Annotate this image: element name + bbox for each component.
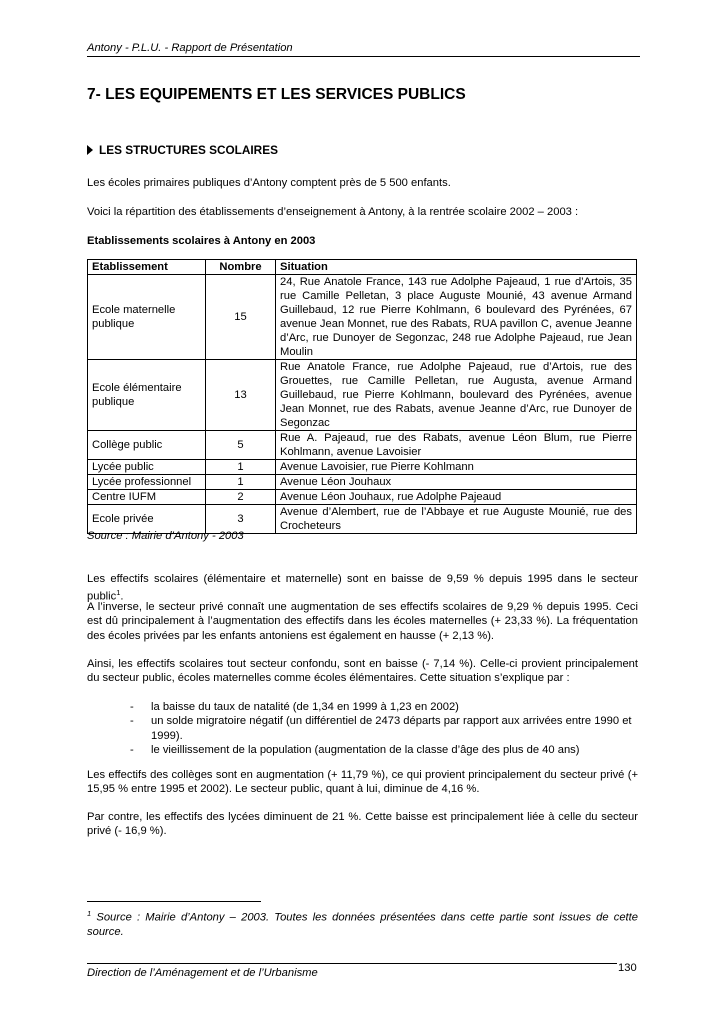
cell-situation: Avenue d’Alembert, rue de l’Abbaye et rue Auguste Mounié, rue des Crocheteurs <box>276 505 637 534</box>
list-item: - un solde migratoire négatif (un différentiel de 2473 départs par rapport aux arrivées entre 1990 et 1999). <box>87 714 638 743</box>
intro-paragraph-1: Les écoles primaires publiques d’Antony comptent près de 5 500 enfants. <box>87 177 451 189</box>
cell-nombre: 3 <box>206 505 276 534</box>
section-title-text: LES STRUCTURES SCOLAIRES <box>99 143 278 157</box>
list-item: - la baisse du taux de natalité (de 1,34 en 1999 à 1,23 en 2002) <box>87 700 638 714</box>
cell-nombre: 1 <box>206 475 276 490</box>
section-title <box>87 143 278 157</box>
table-header-row <box>88 260 637 275</box>
header-nombre: Nombre <box>206 260 276 275</box>
cell-nombre: 2 <box>206 490 276 505</box>
cell-situation: Avenue Léon Jouhaux <box>276 475 637 490</box>
page-footer: Direction de l’Aménagement et de l’Urbanisme <box>87 963 617 979</box>
cell-situation: Avenue Léon Jouhaux, rue Adolphe Pajeaud <box>276 490 637 505</box>
cell-etablissement: Lycée professionnel <box>88 475 206 490</box>
table-row <box>88 460 637 475</box>
table-title: Etablissements scolaires à Antony en 2003 <box>87 235 316 247</box>
page-title: 7- LES EQUIPEMENTS ET LES SERVICES PUBLICS <box>87 86 466 103</box>
paragraph-lycees: Par contre, les effectifs des lycées diminuent de 21 %. Cette baisse est principalement liée à celle du secteur privé (- 16,9 %). <box>87 811 638 838</box>
page-number: 130 <box>618 962 637 974</box>
paragraph-prive: A l’inverse, le secteur privé connaît une augmentation de ses effectifs scolaires de 9,29 % depuis 1995. Ceci est dû principalement à l’augmentation des effectifs dans les écoles maternelles (+ 23,33 %). La fréquentation des écoles privées par les enfants antoniens est également en hausse (+ 2,13 %). <box>87 601 638 642</box>
cell-nombre: 5 <box>206 431 276 460</box>
cell-nombre: 13 <box>206 360 276 431</box>
table-row <box>88 431 637 460</box>
causes-list <box>87 700 638 758</box>
paragraph-baisse: Ainsi, les effectifs scolaires tout secteur confondu, sont en baisse (- 7,14 %). Celle-ci provient principalement du secteur public, écoles maternelles comme écoles élémentaires. Cette situation s’explique par : <box>87 658 638 685</box>
footnote-separator <box>87 901 261 902</box>
header-etablissement: Etablissement <box>88 260 206 275</box>
cell-etablissement: Collège public <box>88 431 206 460</box>
triangle-right-icon <box>87 145 93 155</box>
cell-nombre: 1 <box>206 460 276 475</box>
cell-etablissement: Ecole privée <box>88 505 206 534</box>
schools-table <box>87 259 637 534</box>
header-situation: Situation <box>276 260 637 275</box>
cell-nombre: 15 <box>206 275 276 360</box>
list-item: - le vieillissement de la population (augmentation de la classe d’âge des plus de 40 ans) <box>87 743 638 757</box>
cell-situation: Rue A. Pajeaud, rue des Rabats, avenue Léon Blum, rue Pierre Kohlmann, avenue Lavoisier <box>276 431 637 460</box>
cell-situation: Avenue Lavoisier, rue Pierre Kohlmann <box>276 460 637 475</box>
footnote-text: Source : Mairie d’Antony – 2003. Toutes les données présentées dans cette partie sont issues de cette source. <box>87 911 638 939</box>
footnote <box>87 907 638 940</box>
cell-situation: 24, Rue Anatole France, 143 rue Adolphe Pajeaud, 1 rue d’Artois, 35 rue Camille Pelletan, 3 place Auguste Mounié, 43 avenue Armand Guillebaud, 12 rue Pierre Kohlmann, 6 boulevard des Pyrénées, 67 avenue Jean Monnet, rue des Rabats, RUA pavillon C, avenue Jeanne d’Arc, rue Dunoyer de Segonzac, 248 rue Adolphe Pajeaud, rue Jean Moulin <box>276 275 637 360</box>
page-header: Antony - P.L.U. - Rapport de Présentation <box>87 42 640 57</box>
intro-paragraph-2: Voici la répartition des établissements d’enseignement à Antony, à la rentrée scolaire 2002 – 2003 : <box>87 206 579 218</box>
table-source: Source : Mairie d’Antony - 2003 <box>87 530 244 542</box>
paragraph-colleges: Les effectifs des collèges sont en augmentation (+ 11,79 %), ce qui provient principalement du secteur privé (+ 15,95 % entre 1995 et 2002). Le secteur public, quant à lui, diminue de 4,16 %. <box>87 769 638 796</box>
cell-etablissement: Ecole élémentaire publique <box>88 360 206 431</box>
table-row <box>88 275 637 360</box>
cell-etablissement: Ecole maternelle publique <box>88 275 206 360</box>
paragraph-effectifs-end: . <box>120 591 124 604</box>
table-row <box>88 490 637 505</box>
table-row <box>88 475 637 490</box>
footnote-number: 1 <box>87 909 92 918</box>
paragraph-effectifs-text: Les effectifs scolaires (élémentaire et maternelle) sont en baisse de 9,59 % depuis 1995 dans le secteur public <box>87 573 638 604</box>
cell-etablissement: Centre IUFM <box>88 490 206 505</box>
table-row <box>88 360 637 431</box>
footnote-ref[interactable]: 1 <box>116 588 121 598</box>
cell-etablissement: Lycée public <box>88 460 206 475</box>
cell-situation: Rue Anatole France, rue Adolphe Pajeaud, rue d’Artois, rue des Grouettes, rue Camille Pelletan, rue Augusta, avenue Armand Guillebaud, rue Pierre Kohlmann, boulevard des Pyrénées, avenue Jean Monnet, rue des Rabats, avenue Jeanne d’Arc, rue Dunoyer de Segonzac <box>276 360 637 431</box>
